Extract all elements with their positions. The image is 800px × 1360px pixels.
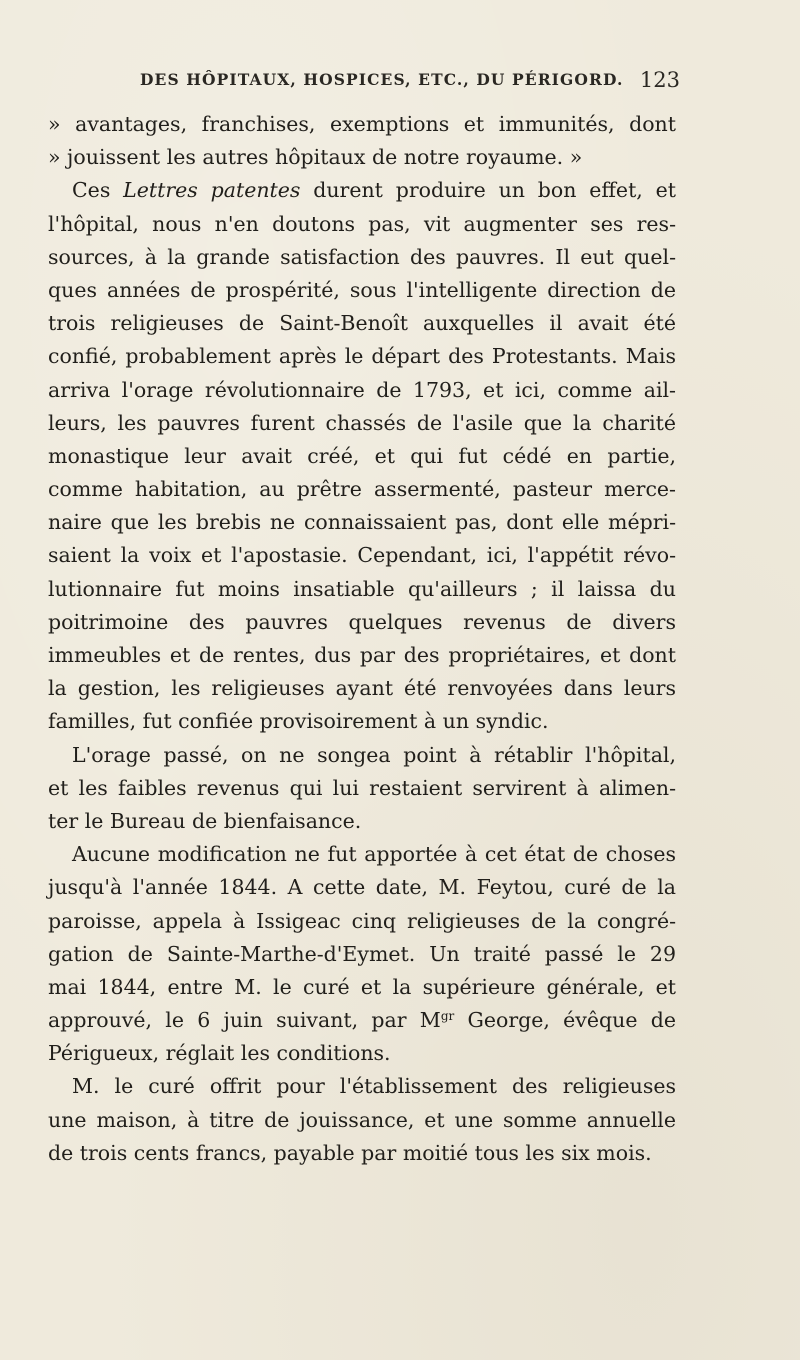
running-head	[140, 68, 680, 96]
text-line: jusqu'à l'année 1844. A cette date, M. Feytou, curé de la	[48, 875, 676, 900]
text-line: saient la voix et l'apostasie. Cependant, ici, l'appétit révo-	[48, 543, 676, 568]
text-line: L'orage passé, on ne songea point à rétablir l'hôpital,	[72, 742, 676, 767]
text-line: M. le curé offrit pour l'établissement des religieuses	[72, 1074, 676, 1099]
text-line: » avantages, franchises, exemptions et immunités, dont	[48, 112, 676, 136]
text-fragment: George, évêque de	[467, 1008, 676, 1033]
text-line: poitrimoine des pauvres quelques revenus de divers	[48, 609, 676, 634]
text-line: immeubles et de rentes, dus par des propriétaires, et dont	[48, 643, 676, 667]
text-line: une maison, à titre de jouissance, et une somme annuelle	[48, 1107, 676, 1132]
page-number: 123	[639, 68, 680, 92]
text-fragment: Ces	[72, 178, 111, 203]
text-line: monastique leur avait créé, et qui fut cédé en partie,	[48, 443, 676, 468]
text-line: leurs, les pauvres furent chassés de l'asile que la charité	[48, 410, 676, 435]
text-line: et les faibles revenus qui lui restaient servirent à alimen-	[48, 775, 676, 800]
text-line: gation de Sainte-Marthe-d'Eymet. Un traité passé le 29	[48, 941, 676, 966]
body-text	[48, 108, 676, 1170]
italic-title: Lettres patentes	[123, 178, 301, 203]
text-line: ques années de prospérité, sous l'intelligente direction de	[48, 277, 676, 302]
running-title: DES HÔPITAUX, HOSPICES, ETC., DU PÉRIGORD.	[140, 70, 624, 89]
text-line: ter le Bureau de bienfaisance.	[48, 808, 362, 833]
text-line: » jouissent les autres hôpitaux de notre royaume. »	[48, 145, 583, 170]
text-line: de trois cents francs, payable par moitié tous les six mois.	[48, 1140, 652, 1165]
text-line: comme habitation, au prêtre assermenté, pasteur merce-	[48, 477, 676, 502]
text-line: sources, à la grande satisfaction des pauvres. Il eut quel-	[48, 244, 676, 269]
text-line: lutionnaire fut moins insatiable qu'ailleurs ; il laissa du	[48, 576, 676, 601]
text-line: confié, probablement après le départ des Protestants. Mais	[48, 344, 676, 369]
text-line: trois religieuses de Saint-Benoît auxquelles il avait été	[48, 311, 676, 336]
text-line: familles, fut confiée provisoirement à un syndic.	[48, 709, 549, 734]
text-line: arriva l'orage révolutionnaire de 1793, et ici, comme ail-	[48, 377, 676, 402]
text-line	[48, 1004, 676, 1037]
text-fragment: approuvé, le 6 juin suivant, par M	[48, 1008, 441, 1033]
text-line	[48, 174, 676, 207]
text-line: l'hôpital, nous n'en doutons pas, vit augmenter ses res-	[48, 211, 676, 236]
text-line: Périgueux, réglait les conditions.	[48, 1041, 391, 1066]
text-line: naire que les brebis ne connaissaient pas, dont elle mépri-	[48, 510, 676, 535]
text-line: la gestion, les religieuses ayant été renvoyées dans leurs	[48, 676, 676, 701]
text-fragment: durent produire un bon effet, et	[313, 178, 676, 203]
superscript-abbrev: gr	[440, 1009, 455, 1024]
text-line: Aucune modification ne fut apportée à cet état de choses	[72, 842, 676, 867]
text-line: mai 1844, entre M. le curé et la supérieure générale, et	[48, 974, 676, 999]
text-line: paroisse, appela à Issigeac cinq religieuses de la congré-	[48, 908, 676, 933]
